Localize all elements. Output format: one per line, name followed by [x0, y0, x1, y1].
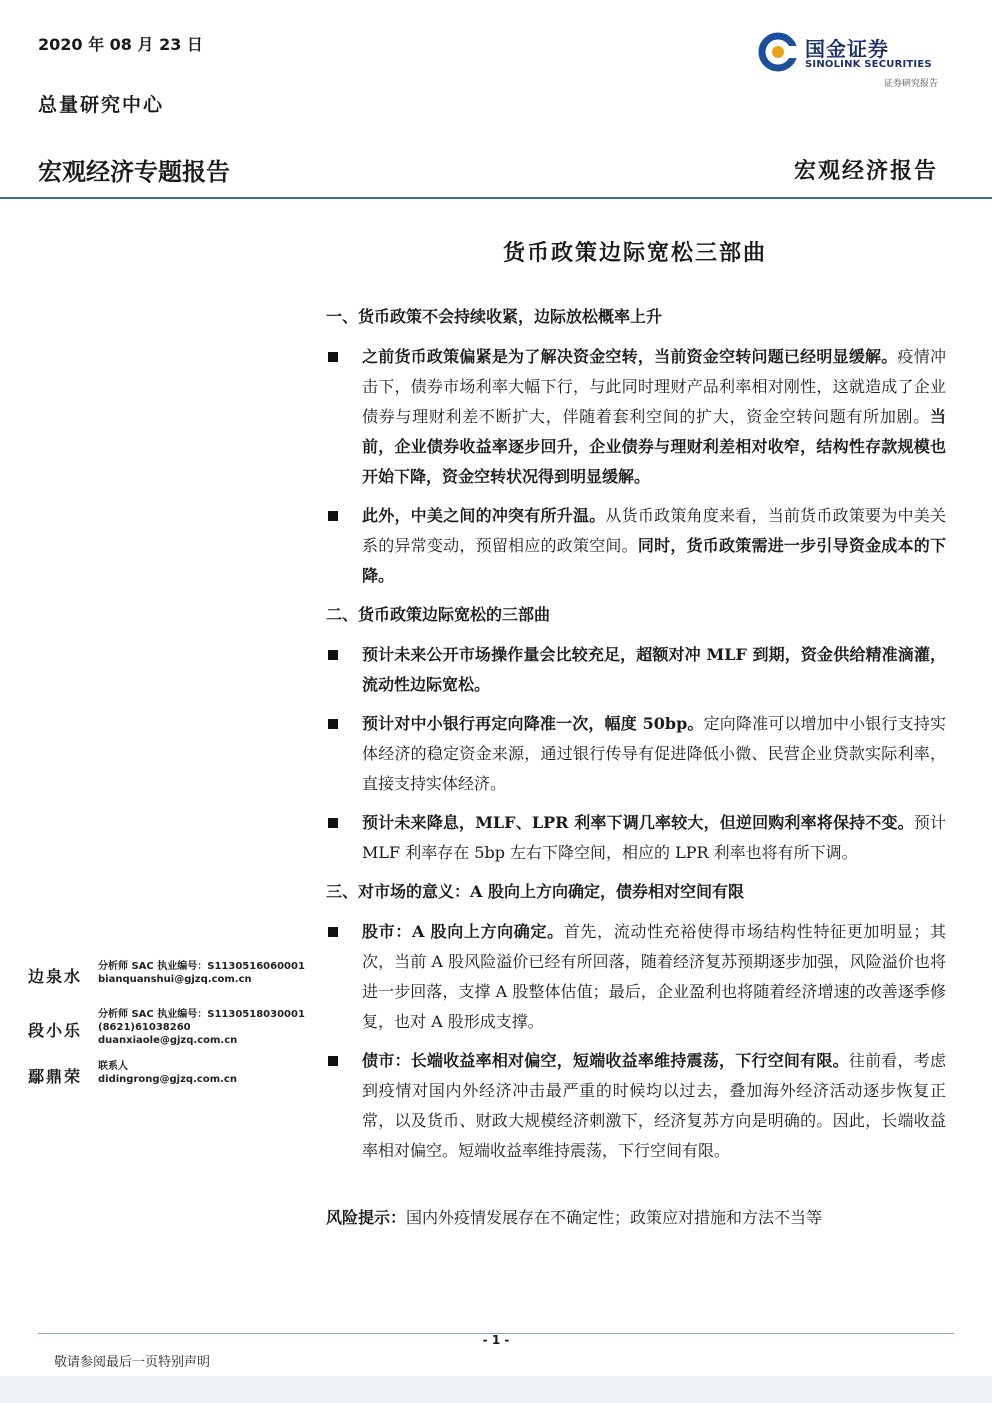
risk-warning [326, 1204, 946, 1232]
analyst-role: 联系人 [98, 1061, 128, 1072]
page-number: - 1 - [482, 1333, 510, 1347]
list-item [326, 709, 946, 799]
analyst-entry [28, 960, 328, 1008]
footer-band [0, 1376, 992, 1403]
analyst-entry [28, 1008, 328, 1056]
analyst-info [98, 1060, 237, 1086]
logo-mark-icon [758, 32, 798, 72]
analyst-phone: (8621)61038260 [98, 1022, 191, 1033]
analyst-cert: 分析师 SAC 执业编号：S1130518030001 [98, 1009, 305, 1020]
section-heading: 二、货币政策边际宽松的三部曲 [326, 605, 551, 624]
item-lead: 预计未来公开市场操作量会比较充足，超额对冲 MLF 到期，资金供给精准滴灌，流动性边际宽松。 [362, 645, 946, 694]
item-text: 预计 MLF 利率存在 5bp 左右下降空间，相应的 LPR 利率也将有所下调。 [362, 813, 946, 862]
analyst-name: 段小乐 [28, 1021, 83, 1040]
logo-subtitle: 证券研究报告 [883, 79, 938, 89]
report-body [326, 302, 946, 1175]
list-item [326, 640, 946, 700]
section-heading: 三、对市场的意义：A 股向上方向确定，债券相对空间有限 [326, 882, 744, 901]
header-divider [0, 197, 992, 199]
section-2 [326, 600, 946, 868]
item-lead: 预计未来降息，MLF、LPR 利率下调几率较大，但逆回购利率将保持不变。 [362, 813, 914, 832]
report-date: 2020 年 08 月 23 日 [38, 35, 203, 54]
analyst-entry [28, 1060, 328, 1108]
item-text: 定向降准可以增加中小银行支持实体经济的稳定资金来源，通过银行传导有促进降低小微、民营企业贷款实际利率，直接支持实体经济。 [362, 714, 946, 793]
item-tail: 同时，货币政策需进一步引导资金成本的下降。 [362, 536, 946, 585]
square-bullet-icon [328, 352, 338, 362]
risk-label: 风险提示： [326, 1208, 407, 1227]
section-1 [326, 302, 946, 591]
item-text: 疫情冲击下，债券市场利率大幅下行，与此同时理财产品利率相对刚性，这就造成了企业债券与理财利差不断扩大，伴随着套利空间的扩大，资金空转问题有所加剧。 [362, 347, 946, 426]
square-bullet-icon [328, 719, 338, 729]
item-lead: 预计对中小银行再定向降准一次，幅度 50bp。 [362, 714, 704, 733]
item-tail: 当前，企业债券收益率逐步回升，企业债券与理财利差相对收窄，结构性存款规模也开始下降，资金空转状况得到明显缓解。 [362, 407, 946, 486]
section-heading: 一、货币政策不会持续收紧，边际放松概率上升 [326, 307, 663, 326]
square-bullet-icon [328, 818, 338, 828]
disclaimer-note: 敬请参阅最后一页特别声明 [54, 1355, 211, 1370]
item-lead: 股市：A 股向上方向确定。 [362, 922, 564, 941]
analyst-email[interactable]: duanxiaole@gjzq.com.cn [98, 1035, 238, 1046]
company-logo [758, 30, 948, 90]
report-title: 货币政策边际宽松三部曲 [502, 240, 767, 266]
section-3 [326, 877, 946, 1166]
analyst-cert: 分析师 SAC 执业编号：S1130516060001 [98, 961, 305, 972]
item-text: 首先，流动性充裕使得市场结构性特征更加明显；其次，当前 A 股风险溢价已经有所回落，随着经济复苏预期逐步加强，风险溢价也将进一步回落，支撑 A 股整体估值；最后，企业盈利也将随着经济增速的改善逐季修复，也对 A 股形成支撑。 [362, 922, 946, 1031]
analyst-email[interactable]: didingrong@gjzq.com.cn [98, 1074, 237, 1085]
analyst-list [28, 960, 328, 1108]
list-item [326, 501, 946, 591]
document-type: 宏观经济专题报告 [38, 158, 230, 186]
item-lead: 之前货币政策偏紧是为了解决资金空转，当前资金空转问题已经明显缓解。 [362, 347, 898, 366]
list-item [326, 342, 946, 492]
square-bullet-icon [328, 927, 338, 937]
item-lead: 此外，中美之间的冲突有所升温。 [362, 506, 606, 525]
analyst-name: 边泉水 [28, 967, 83, 986]
research-center: 总量研究中心 [38, 94, 165, 116]
square-bullet-icon [328, 1056, 338, 1066]
square-bullet-icon [328, 511, 338, 521]
list-item [326, 1046, 946, 1166]
analyst-info [98, 960, 305, 986]
report-category: 宏观经济报告 [793, 158, 938, 184]
logo-name: 国金证券 [805, 37, 889, 61]
risk-text: 国内外疫情发展存在不确定性；政策应对措施和方法不当等 [406, 1208, 823, 1227]
square-bullet-icon [328, 650, 338, 660]
item-text: 往前看，考虑到疫情对国内外经济冲击最严重的时候均以过去，叠加海外经济活动逐步恢复正常，以及货币、财政大规模经济刺激下，经济复苏方向是明确的。因此，长端收益率相对偏空。短端收益率维持震荡，下行空间有限。 [362, 1051, 946, 1160]
list-item [326, 917, 946, 1037]
logo-english-name: SINOLINK SECURITIES [805, 59, 932, 70]
analyst-email[interactable]: bianquanshui@gjzq.com.cn [98, 974, 252, 985]
analyst-name: 鄢鼎荣 [28, 1067, 83, 1086]
analyst-info [98, 1008, 305, 1047]
item-lead: 债市：长端收益率相对偏空，短端收益率维持震荡，下行空间有限。 [362, 1051, 849, 1070]
list-item [326, 808, 946, 868]
item-text: 从货币政策角度来看，当前货币政策要为中美关系的异常变动，预留相应的政策空间。 [362, 506, 946, 555]
